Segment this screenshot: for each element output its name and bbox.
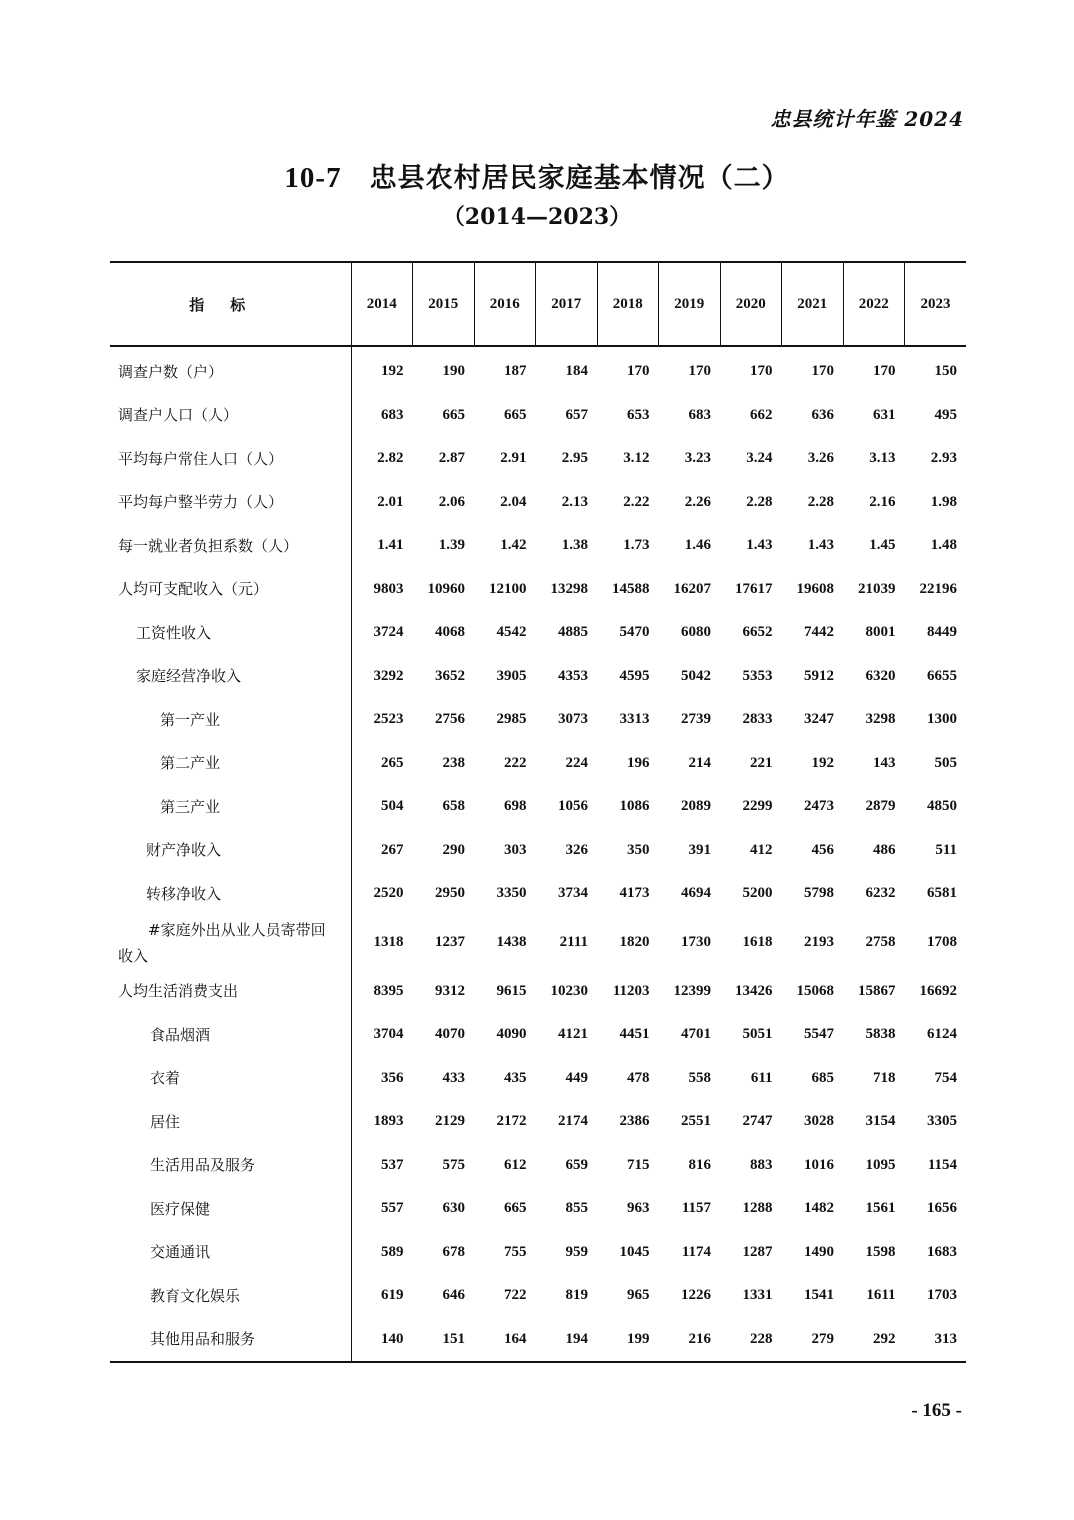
table-cell: 6080 [681,624,711,641]
table-cell: 1300 [927,711,957,728]
table-cell: 2.93 [930,450,957,467]
table-cell: 3350 [496,885,527,902]
table-cell: 391 [688,841,711,858]
table-cell: 3154 [865,1113,896,1130]
table-cell: 16692 [919,982,957,999]
table-cell: 433 [442,1069,465,1086]
table-cell: 5912 [804,667,834,684]
table-cell: 5798 [804,885,834,902]
table-cell: 1331 [742,1287,773,1304]
table-row [110,1057,966,1101]
table-row [110,1144,966,1188]
row-label: 其他用品和服务 [110,1318,351,1363]
table-cell: 3073 [558,711,588,728]
table-row [110,1100,966,1144]
table-cell: 636 [811,406,834,423]
table-cell: 2193 [804,934,834,950]
table-cell: 646 [442,1287,465,1304]
row-label-line: 收入 [118,946,149,965]
table-cell: 1561 [865,1200,896,1217]
row-label: 教育文化娱乐 [110,1274,351,1318]
table-cell: 1157 [681,1200,711,1217]
table-cell: 4451 [619,1026,650,1043]
table-row [110,1318,966,1363]
table-cell: 665 [504,406,527,423]
table-cell: 657 [565,406,588,423]
table-cell: 1656 [927,1200,957,1217]
table-cell: 2.13 [561,493,588,510]
table-row [110,698,966,742]
table-cell: 199 [597,1318,659,1363]
table-cell: 9615 [496,982,527,999]
table-cell: 222 [504,754,527,771]
table-cell: 3.26 [807,450,834,467]
table-cell: 495 [934,406,957,423]
table-cell: 3734 [558,885,588,902]
table-cell: 2.26 [684,493,711,510]
table-row [110,916,966,970]
table-row [110,970,966,1014]
table-cell: 4542 [496,624,527,641]
table-cell: 2.87 [438,450,465,467]
table-cell: 2985 [496,711,527,728]
table-cell: 151 [413,1318,475,1363]
table-cell: 192 [381,363,404,380]
table-cell: 2.28 [807,493,834,510]
table-cell: 2.01 [377,493,404,510]
table-cell: 4353 [558,667,588,684]
row-label: 食品烟酒 [110,1013,351,1057]
table-cell: 326 [565,841,588,858]
table-cell: 4850 [927,798,957,815]
row-label-line: #家庭外出从业人员寄带回 [148,920,326,939]
table-cell: 3313 [619,711,650,728]
table-cell: 5470 [619,624,650,641]
table-cell: 3305 [927,1113,957,1130]
table-row [110,611,966,655]
table-cell: 3704 [373,1026,404,1043]
table-cell: 3292 [373,667,404,684]
table-cell: 2.95 [561,450,588,467]
table-cell: 356 [381,1069,404,1086]
table-cell: 2.91 [500,450,527,467]
table-cell: 3.12 [623,450,650,467]
table-cell: 187 [504,363,527,380]
year-header: 2021 [782,262,844,346]
table-cell: 3298 [865,711,896,728]
table-row [110,655,966,699]
table-cell: 3905 [496,667,527,684]
table-cell: 164 [474,1318,536,1363]
page-number: - 165 - [911,1400,962,1421]
table-cell: 755 [504,1243,527,1260]
table-cell: 685 [811,1069,834,1086]
table-cell: 683 [688,406,711,423]
table-cell: 486 [873,841,896,858]
table-cell: 17617 [735,580,773,597]
row-label: 生活用品及服务 [110,1144,351,1188]
table-cell: 1683 [927,1243,957,1260]
table-cell: 170 [627,363,650,380]
row-label: 平均每户整半劳力（人） [110,481,351,525]
table-cell: 21039 [858,580,896,597]
table-cell: 303 [504,841,527,858]
table-cell: 196 [627,754,650,771]
table-cell: 290 [442,841,465,858]
table-cell: 630 [442,1200,465,1217]
table-cell: 2.82 [377,450,404,467]
table-cell: 959 [565,1243,588,1260]
table-cell: 8395 [373,982,404,999]
table-cell: 1095 [865,1156,896,1173]
table-cell: 3.23 [684,450,711,467]
table-cell: 662 [750,406,773,423]
table-row [110,742,966,786]
table-cell: 9312 [435,982,465,999]
table-cell: 1.41 [377,537,404,554]
table-cell: 1154 [927,1156,957,1173]
table-cell: 1.42 [500,537,527,554]
table-cell: 883 [750,1156,773,1173]
row-label: 调查户人口（人） [110,394,351,438]
table-cell: 350 [627,841,650,858]
table-cell: 1820 [619,934,650,950]
table-cell: 1.45 [869,537,896,554]
table-cell: 435 [504,1069,527,1086]
table-cell: 170 [873,363,896,380]
table-cell: 265 [381,754,404,771]
table-cell: 8449 [927,624,957,641]
table-cell: 13298 [550,580,588,597]
statistics-table [110,261,966,1363]
table-cell: 2747 [742,1113,773,1130]
table-cell: 3724 [373,624,404,641]
row-label: 居住 [110,1100,351,1144]
table-row [110,394,966,438]
table-cell: 279 [782,1318,844,1363]
table-row [110,524,966,568]
table-cell: 140 [351,1318,413,1363]
table-cell: 412 [750,841,773,858]
table-row [110,346,966,394]
table-cell: 855 [565,1200,588,1217]
table-cell: 653 [627,406,650,423]
table-cell: 292 [843,1318,905,1363]
table-cell: 1086 [619,798,650,815]
table-cell: 963 [627,1200,650,1217]
table-cell: 238 [442,754,465,771]
table-cell: 4694 [681,885,711,902]
table-cell: 19608 [796,580,834,597]
table-cell: 504 [381,798,404,815]
table-cell: 611 [750,1069,773,1086]
row-label [110,916,351,970]
table-cell: 505 [934,754,957,771]
table-cell: 754 [934,1069,957,1086]
table-cell: 5051 [742,1026,773,1043]
year-header: 2023 [905,262,967,346]
table-cell: 1.48 [930,537,957,554]
table-cell: 8001 [865,624,896,641]
row-label: 平均每户常住人口（人） [110,437,351,481]
table-cell: 6232 [865,885,896,902]
table-cell: 6320 [865,667,896,684]
table-cell: 1611 [866,1287,896,1304]
running-head: 忠县统计年鉴 2024 [770,107,964,131]
row-label: 调查户数（户） [110,346,351,394]
table-cell: 698 [504,798,527,815]
table-cell: 1618 [742,934,773,950]
table-cell: 1288 [742,1200,773,1217]
table-cell: 170 [688,363,711,380]
table-cell: 1287 [742,1243,773,1260]
table-cell: 1.38 [561,537,588,554]
table-cell: 10960 [427,580,465,597]
table-cell: 1237 [435,934,465,950]
table-cell: 2473 [804,798,834,815]
table-cell: 3028 [804,1113,834,1130]
table-cell: 658 [442,798,465,815]
table-cell: 267 [381,841,404,858]
table-cell: 214 [688,754,711,771]
table-cell: 1.43 [746,537,773,554]
table-header-row [110,262,966,346]
table-cell: 3247 [804,711,834,728]
table-cell: 170 [811,363,834,380]
table-cell: 12399 [673,982,711,999]
table-cell: 511 [935,841,957,858]
table-cell: 1438 [496,934,527,950]
indicator-header: 指标 [110,262,351,346]
table-cell: 2758 [865,934,896,950]
table-cell: 1045 [619,1243,650,1260]
table-row [110,1274,966,1318]
year-header: 2018 [597,262,659,346]
table-cell: 1490 [804,1243,834,1260]
table-cell: 4121 [558,1026,588,1043]
table-cell: 170 [750,363,773,380]
table-cell: 1708 [927,934,957,950]
row-label: 第一产业 [110,698,351,742]
table-cell: 659 [565,1156,588,1173]
table-cell: 965 [627,1287,650,1304]
table-cell: 2.28 [746,493,773,510]
table-cell: 2172 [496,1113,527,1130]
row-label: 每一就业者负担系数（人） [110,524,351,568]
table-cell: 589 [381,1243,404,1260]
table-cell: 816 [688,1156,711,1173]
table-cell: 7442 [804,624,834,641]
table-cell: 6655 [927,667,957,684]
row-label: 医疗保健 [110,1187,351,1231]
table-cell: 3.24 [746,450,773,467]
table-cell: 612 [504,1156,527,1173]
table-cell: 718 [873,1069,896,1086]
table-cell: 1226 [681,1287,711,1304]
table-cell: 2833 [742,711,773,728]
table-cell: 14588 [612,580,650,597]
row-label: 第三产业 [110,785,351,829]
table-row [110,1187,966,1231]
table-cell: 449 [565,1069,588,1086]
table-cell: 194 [536,1318,598,1363]
year-header: 2022 [843,262,905,346]
table-cell: 2739 [681,711,711,728]
year-header: 2017 [536,262,598,346]
table-cell: 1174 [681,1243,711,1260]
table-cell: 1893 [373,1113,404,1130]
table-cell: 16207 [673,580,711,597]
table-cell: 1.39 [438,537,465,554]
year-header: 2016 [474,262,536,346]
table-cell: 537 [381,1156,404,1173]
table-cell: 9803 [373,580,404,597]
table-row [110,829,966,873]
table-cell: 11203 [612,982,650,999]
table-cell: 143 [873,754,896,771]
table-cell: 4068 [435,624,465,641]
table-cell: 228 [720,1318,782,1363]
table-cell: 1016 [804,1156,834,1173]
year-header: 2015 [413,262,475,346]
table-cell: 15068 [796,982,834,999]
table-cell: 2174 [558,1113,588,1130]
table-cell: 665 [504,1200,527,1217]
table-cell: 2756 [435,711,465,728]
table-cell: 4701 [681,1026,711,1043]
table-cell: 1318 [373,934,404,950]
table-cell: 224 [565,754,588,771]
table-cell: 1.46 [684,537,711,554]
table-cell: 6652 [742,624,773,641]
table-cell: 221 [750,754,773,771]
table-cell: 5838 [865,1026,896,1043]
table-cell: 2299 [742,798,773,815]
year-header: 2019 [659,262,721,346]
table-title: 忠县农村居民家庭基本情况（二） [369,163,790,194]
table-row [110,1013,966,1057]
table-cell: 5200 [742,885,773,902]
table-cell: 631 [873,406,896,423]
table-cell: 10230 [550,982,588,999]
table-cell: 2111 [559,934,588,950]
table-cell: 190 [442,363,465,380]
table-cell: 456 [811,841,834,858]
table-cell: 13426 [735,982,773,999]
table-cell: 150 [934,363,957,380]
row-label: 第二产业 [110,742,351,786]
table-cell: 2089 [681,798,711,815]
table-cell: 678 [442,1243,465,1260]
table-cell: 2.16 [869,493,896,510]
table-cell: 683 [381,406,404,423]
table-cell: 1730 [681,934,711,950]
table-row [110,481,966,525]
table-cell: 2386 [619,1113,650,1130]
table-cell: 722 [504,1287,527,1304]
row-label: 转移净收入 [110,872,351,916]
table-cell: 216 [659,1318,721,1363]
row-label: 工资性收入 [110,611,351,655]
table-cell: 1541 [804,1287,834,1304]
table-cell: 1703 [927,1287,957,1304]
table-cell: 819 [565,1287,588,1304]
table-row [110,785,966,829]
table-cell: 192 [811,754,834,771]
table-cell: 4070 [435,1026,465,1043]
table-number: 10-7 [284,162,342,194]
table-cell: 2129 [435,1113,465,1130]
year-header: 2014 [351,262,413,346]
table-cell: 2879 [865,798,896,815]
table-cell: 558 [688,1069,711,1086]
table-cell: 1482 [804,1200,834,1217]
table-cell: 15867 [858,982,896,999]
row-label: 人均生活消费支出 [110,970,351,1014]
table-cell: 2.06 [438,493,465,510]
table-cell: 6124 [927,1026,957,1043]
table-cell: 2.22 [623,493,650,510]
table-row [110,437,966,481]
page-title [0,156,1074,195]
table-row [110,872,966,916]
table-cell: 313 [905,1318,967,1363]
row-label: 交通通讯 [110,1231,351,1275]
row-label: 人均可支配收入（元） [110,568,351,612]
table-row [110,1231,966,1275]
table-cell: 1056 [558,798,588,815]
table-cell: 5353 [742,667,773,684]
table-row [110,568,966,612]
table-cell: 4885 [558,624,588,641]
table-cell: 4090 [496,1026,527,1043]
table-cell: 4595 [619,667,650,684]
table-cell: 5547 [804,1026,834,1043]
table-cell: 3652 [435,667,465,684]
row-label: 衣着 [110,1057,351,1101]
table-cell: 619 [381,1287,404,1304]
table-cell: 184 [565,363,588,380]
table-cell: 12100 [489,580,527,597]
page-subtitle: （2014—2023） [442,204,632,230]
table-cell: 6581 [927,885,957,902]
table-cell: 557 [381,1200,404,1217]
table-cell: 4173 [619,885,650,902]
table-cell: 2520 [373,885,404,902]
table-cell: 3.13 [869,450,896,467]
row-label: 家庭经营净收入 [110,655,351,699]
table-cell: 665 [442,406,465,423]
table-cell: 2.04 [500,493,527,510]
table-cell: 5042 [681,667,711,684]
table-cell: 1598 [865,1243,896,1260]
table-cell: 478 [627,1069,650,1086]
table-cell: 2523 [373,711,404,728]
table-cell: 715 [627,1156,650,1173]
table-cell: 22196 [919,580,957,597]
table-cell: 1.98 [930,493,957,510]
year-header: 2020 [720,262,782,346]
table-cell: 575 [442,1156,465,1173]
row-label: 财产净收入 [110,829,351,873]
table-cell: 2551 [681,1113,711,1130]
table-cell: 1.43 [807,537,834,554]
table-cell: 2950 [435,885,465,902]
table-cell: 1.73 [623,537,650,554]
